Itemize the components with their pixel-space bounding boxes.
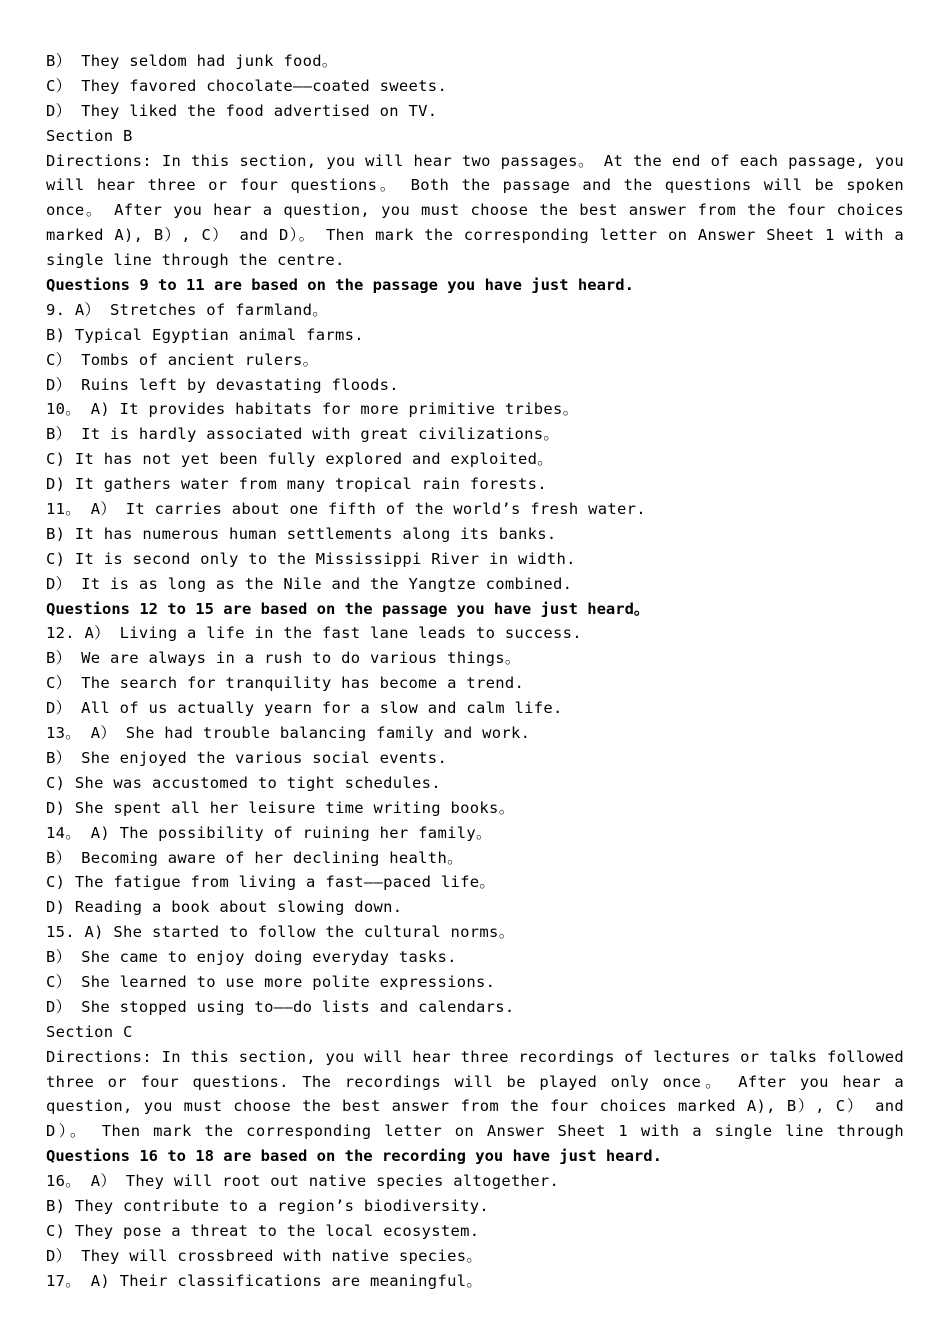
answer-option: D) It gathers water from many tropical rain forests. — [46, 475, 547, 494]
directions-line: three or four questions. The recordings will be played only once。 After you hear a — [46, 1072, 904, 1091]
answer-option: D） They will crossbreed with native species。 — [46, 1246, 483, 1265]
text-line: single line through the centre. — [46, 251, 345, 270]
answer-option: D) Reading a book about slowing down. — [46, 898, 403, 917]
answer-option: B） It is hardly associated with great civilizations。 — [46, 425, 560, 444]
question-group-heading: Questions 9 to 11 are based on the passage you have just heard. — [46, 276, 634, 295]
answer-option: C) She was accustomed to tight schedules. — [46, 773, 441, 792]
answer-option: B） They seldom had junk food。 — [46, 52, 338, 70]
answer-option: C) It has not yet been fully explored and exploited。 — [46, 450, 554, 469]
answer-option: C) It is second only to the Mississippi River in width. — [46, 549, 576, 568]
question-item: 16。 A） They will root out native species altogether. — [46, 1172, 560, 1191]
answer-option: C） She learned to use more polite expressions. — [46, 972, 496, 991]
answer-option: B） She came to enjoy doing everyday tasks. — [46, 948, 457, 967]
answer-option: B) It has numerous human settlements along its banks. — [46, 524, 557, 543]
question-group-heading: Questions 12 to 15 are based on the passage you have just heard。 — [46, 599, 650, 618]
answer-option: D） All of us actually yearn for a slow and calm life. — [46, 699, 563, 718]
answer-option: D） They liked the food advertised on TV. — [46, 101, 438, 120]
answer-option: C) The fatigue from living a fast——paced life。 — [46, 873, 496, 892]
answer-option: C） They favored chocolate——coated sweets. — [46, 76, 448, 95]
answer-option: D) She spent all her leisure time writing books。 — [46, 798, 515, 817]
answer-option: C) They pose a threat to the local ecosystem. — [46, 1221, 480, 1240]
answer-option: B) Typical Egyptian animal farms. — [46, 325, 364, 344]
directions-line: marked A), B）, C） and D）。 Then mark the corresponding letter on Answer Sheet 1 with a — [46, 226, 904, 245]
question-item: 14。 A) The possibility of ruining her family。 — [46, 823, 492, 842]
question-item: 12. A） Living a life in the fast lane leads to success. — [46, 624, 582, 643]
section-heading: Section B — [46, 126, 133, 145]
question-group-heading: Questions 16 to 18 are based on the recording you have just heard. — [46, 1147, 662, 1166]
question-item: 11。 A） It carries about one fifth of the world’s fresh water. — [46, 500, 646, 519]
answer-option: D） She stopped using to——do lists and calendars. — [46, 997, 515, 1016]
directions-line: will hear three or four questions。 Both the passage and the questions will be spoken — [46, 176, 904, 195]
answer-option: B) They contribute to a region’s biodiversity. — [46, 1196, 490, 1215]
question-item: 9. A） Stretches of farmland。 — [46, 300, 329, 319]
directions-line: Directions: In this section, you will hear two passages。 At the end of each passage, you — [46, 151, 904, 170]
directions-line: question, you must choose the best answer from the four choices marked A), B）, C） and — [46, 1097, 904, 1116]
section-heading: Section C — [46, 1022, 133, 1041]
directions-line: Directions: In this section, you will hear three recordings of lectures or talks followed — [46, 1047, 904, 1066]
question-item: 10。 A) It provides habitats for more primitive tribes。 — [46, 400, 579, 419]
question-item: 17。 A) Their classifications are meaningful。 — [46, 1271, 483, 1290]
directions-line: once。 After you hear a question, you must choose the best answer from the four choices — [46, 201, 904, 220]
answer-option: B） Becoming aware of her declining health。 — [46, 848, 463, 867]
answer-option: D） It is as long as the Nile and the Yangtze combined. — [46, 574, 573, 593]
answer-option: B） She enjoyed the various social events. — [46, 748, 448, 767]
directions-line: D）。 Then mark the corresponding letter on Answer Sheet 1 with a single line through — [46, 1122, 904, 1141]
question-item: 13。 A） She had trouble balancing family and work. — [46, 724, 531, 743]
answer-option: C） The search for tranquility has become a trend. — [46, 674, 525, 693]
answer-option: C） Tombs of ancient rulers。 — [46, 350, 319, 369]
answer-option: B） We are always in a rush to do various things。 — [46, 649, 521, 668]
question-item: 15. A) She started to follow the cultural norms。 — [46, 923, 515, 942]
answer-option: D） Ruins left by devastating floods. — [46, 375, 399, 394]
